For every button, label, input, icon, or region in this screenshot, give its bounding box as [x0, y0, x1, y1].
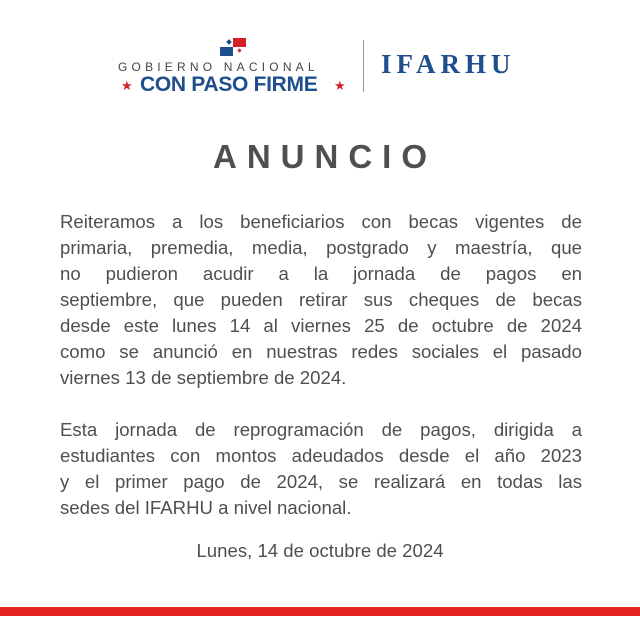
announcement-date: Lunes, 14 de octubre de 2024 — [196, 540, 444, 561]
panama-flag-icon — [220, 38, 246, 56]
text-line: desde este lunes 14 al viernes 25 de octubre de 2024 — [60, 315, 582, 336]
text-line: viernes 13 de septiembre de 2024. — [60, 367, 347, 388]
footer-red-bar — [0, 607, 640, 616]
logo-divider — [363, 40, 364, 92]
gobierno-nacional-text: GOBIERNO NACIONAL — [118, 60, 319, 74]
page-title: ANUNCIO — [213, 138, 437, 175]
text-line: como se anunció en nuestras redes sociales el pasado — [60, 341, 582, 362]
text-line: Reiteramos a los beneficiarios con becas vigentes de — [60, 211, 582, 232]
paragraph-1 — [60, 209, 582, 391]
paragraph-2 — [60, 417, 582, 521]
star-icon: ★ — [121, 78, 133, 93]
text-line: primaria, premedia, media, postgrado y maestría, que — [60, 237, 582, 258]
text-line: Esta jornada de reprogramación de pagos, dirigida a — [60, 419, 582, 440]
text-line: septiembre, que pueden retirar sus cheques de becas — [60, 289, 582, 310]
text-line: no pudieron acudir a la jornada de pagos en — [60, 263, 582, 284]
text-line: sedes del IFARHU a nivel nacional. — [60, 497, 352, 518]
text-line: estudiantes con montos adeudados desde el año 2023 — [60, 445, 582, 466]
text-line: y el primer pago de 2024, se realizará en todas las — [60, 471, 582, 492]
ifarhu-logo: IFARHU — [381, 49, 516, 79]
star-icon: ★ — [334, 78, 346, 93]
header-logo — [0, 38, 640, 98]
slogan-text: CON PASO FIRME — [140, 73, 318, 96]
